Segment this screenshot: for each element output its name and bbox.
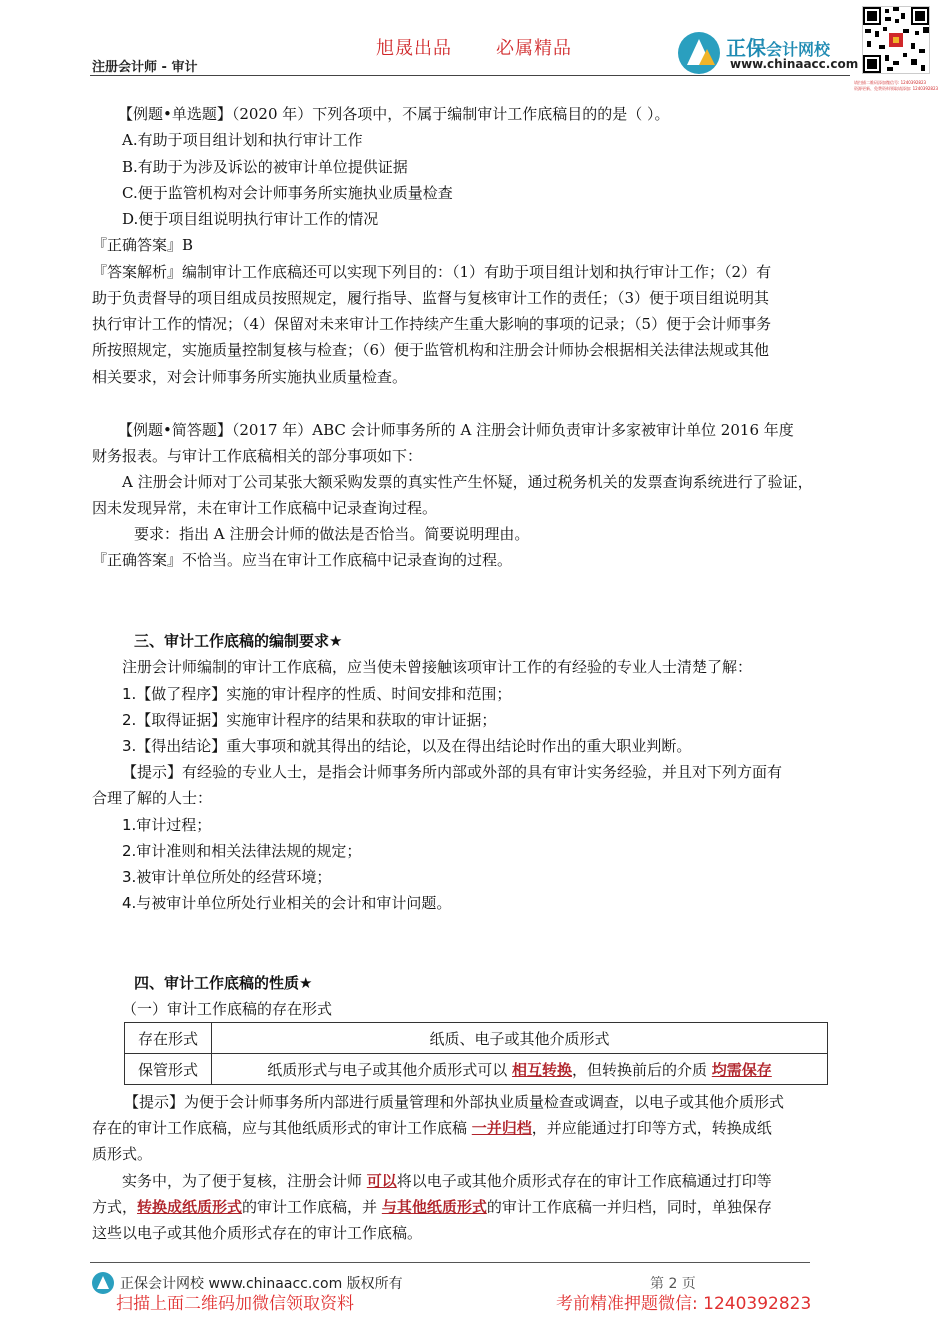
slogan-right: 必属精品 xyxy=(496,38,572,59)
page-number: 第 2 页 xyxy=(650,1276,696,1292)
example2-case-line: A 注册会计师对丁公司某张大额采购发票的真实性产生怀疑，通过税务机关的发票查询系统进行了验证， xyxy=(122,473,813,491)
section3-item: 1.【做了程序】实施的审计程序的性质、时间安排和范围； xyxy=(122,685,512,703)
header-slogan xyxy=(376,34,572,60)
section4-practice-line: 这些以电子或其他介质形式存在的审计工作底稿。 xyxy=(92,1224,423,1242)
example1-option-c: C.便于监管机构对会计师事务所实施执业质量检查 xyxy=(122,184,453,202)
example1-analysis-line: 所按照规定，实施质量控制复核与检查；（6）便于监管机构和注册会计师协会根据相关法律法规或其他 xyxy=(92,341,770,359)
example1-option-b: B.有助于为涉及诉讼的被审计单位提供证据 xyxy=(122,158,408,176)
section3-tip-item: 4.与被审计单位所处行业相关的会计和审计问题。 xyxy=(122,894,452,912)
header-divider xyxy=(90,75,850,76)
subject-title: 注册会计师 - 审计 xyxy=(92,60,198,75)
example1-option-d: D.便于项目组说明执行审计工作的情况 xyxy=(122,210,379,228)
section4-tip-line: 质形式。 xyxy=(92,1145,153,1163)
example1-analysis-line: 『答案解析』编制审计工作底稿还可以实现下列目的：（1）有助于项目组计划和执行审计工作；（2）有 xyxy=(92,263,772,281)
footer-copyright: 正保会计网校 www.chinaacc.com 版权所有 xyxy=(120,1276,403,1292)
highlight-with-other-paper: 与其他纸质形式 xyxy=(381,1198,487,1216)
table-cell-label: 保管形式 xyxy=(125,1054,212,1085)
highlight-archive-together: 一并归档 xyxy=(471,1119,532,1137)
highlight-both-keep: 均需保存 xyxy=(711,1060,772,1079)
section3-intro: 注册会计师编制的审计工作底稿，应当使未曾接触该项审计工作的有经验的专业人士清楚了解： xyxy=(122,658,753,676)
brand-name: 正保会计网校 xyxy=(726,36,831,60)
example2-requirement: 要求：指出 A 注册会计师的做法是否恰当。简要说明理由。 xyxy=(134,525,530,543)
section4-subtitle: （一）审计工作底稿的存在形式 xyxy=(122,1000,333,1018)
footer-divider xyxy=(90,1262,810,1263)
slogan-left: 旭晟出品 xyxy=(376,38,452,59)
storage-form-table xyxy=(124,1022,828,1085)
highlight-mutual-conversion: 相互转换 xyxy=(511,1060,572,1079)
brand-logo-icon xyxy=(678,32,720,74)
section3-item: 2.【取得证据】实施审计程序的结果和获取的审计证据； xyxy=(122,711,497,729)
section4-tip-line: 【提示】为便于会计师事务所内部进行质量管理和外部执业质量检查或调查，以电子或其他介质形式 xyxy=(124,1093,785,1111)
footer-promo-right: 考前精准押题微信: 1240392823 xyxy=(556,1294,812,1314)
example1-analysis-line: 相关要求，对会计师事务所实施执业质量检查。 xyxy=(92,368,408,386)
table-row xyxy=(125,1023,828,1054)
table-cell-label: 存在形式 xyxy=(125,1023,212,1054)
section3-tip-item: 1.审计过程； xyxy=(122,816,212,834)
section3-tip-item: 2.审计准则和相关法律法规的规定； xyxy=(122,842,362,860)
section4-tip-line: 存在的审计工作底稿，应与其他纸质形式的审计工作底稿 一并归档，并应能通过打印等方式，转换成纸 xyxy=(92,1119,772,1137)
section4-title: 四、审计工作底稿的性质★ xyxy=(134,974,313,992)
footer-logo-icon xyxy=(92,1272,114,1294)
example2-case-line: 因未发现异常，未在审计工作底稿中记录查询过程。 xyxy=(92,499,438,517)
example1-option-a: A.有助于项目组计划和执行审计工作 xyxy=(122,131,363,149)
footer-promo-left: 扫描上面二维码加微信领取资料 xyxy=(116,1294,354,1314)
highlight-may: 可以 xyxy=(366,1172,397,1190)
section3-tip-item: 3.被审计单位所处的经营环境； xyxy=(122,868,332,886)
example1-analysis-line: 执行审计工作的情况；（4）保留对未来审计工作持续产生重大影响的事项的记录；（5）便于会计师事务 xyxy=(92,315,772,333)
qr-caption: 请扫描二维码添加微信号: 1240392823 资源更新、免费资料领取请添加: 1240392823 xyxy=(854,80,939,91)
highlight-convert-paper: 转换成纸质形式 xyxy=(137,1198,243,1216)
example2-question-line: 财务报表。与审计工作底稿相关的部分事项如下： xyxy=(92,447,423,465)
section3-tip-line: 【提示】有经验的专业人士，是指会计师事务所内部或外部的具有审计实务经验，并且对下列方面有 xyxy=(122,763,783,781)
section3-tip-line: 合理了解的人士： xyxy=(92,789,213,807)
section3-item: 3.【得出结论】重大事项和就其得出的结论，以及在得出结论时作出的重大职业判断。 xyxy=(122,737,692,755)
qr-code-icon xyxy=(862,6,930,74)
table-row xyxy=(125,1054,828,1085)
section4-practice-line: 方式，转换成纸质形式的审计工作底稿，并 与其他纸质形式的审计工作底稿一并归档，同时，单独保存 xyxy=(92,1198,772,1216)
example2-answer: 『正确答案』不恰当。应当在审计工作底稿中记录查询的过程。 xyxy=(92,551,513,569)
table-cell-value: 纸质、电子或其他介质形式 xyxy=(212,1023,828,1054)
example1-question: 【例题•单选题】（2020 年）下列各项中，不属于编制审计工作底稿目的的是（ ）。 xyxy=(118,105,670,123)
table-cell-value: 纸质形式与电子或其他介质形式可以 相互转换，但转换前后的介质 均需保存 xyxy=(212,1054,828,1085)
section3-title: 三、审计工作底稿的编制要求★ xyxy=(134,632,343,650)
example2-question-line: 【例题•简答题】（2017 年）ABC 会计师事务所的 A 注册会计师负责审计多家被审计单位 2016 年度 xyxy=(118,421,794,439)
section4-practice-line: 实务中，为了便于复核，注册会计师 可以将以电子或其他介质形式存在的审计工作底稿通过打印等 xyxy=(122,1172,772,1190)
brand-url: www.chinaacc.com xyxy=(730,57,859,71)
example1-analysis-line: 助于负责督导的项目组成员按照规定，履行指导、监督与复核审计工作的责任；（3）便于项目组说明其 xyxy=(92,289,770,307)
example1-answer: 『正确答案』B xyxy=(92,236,194,254)
